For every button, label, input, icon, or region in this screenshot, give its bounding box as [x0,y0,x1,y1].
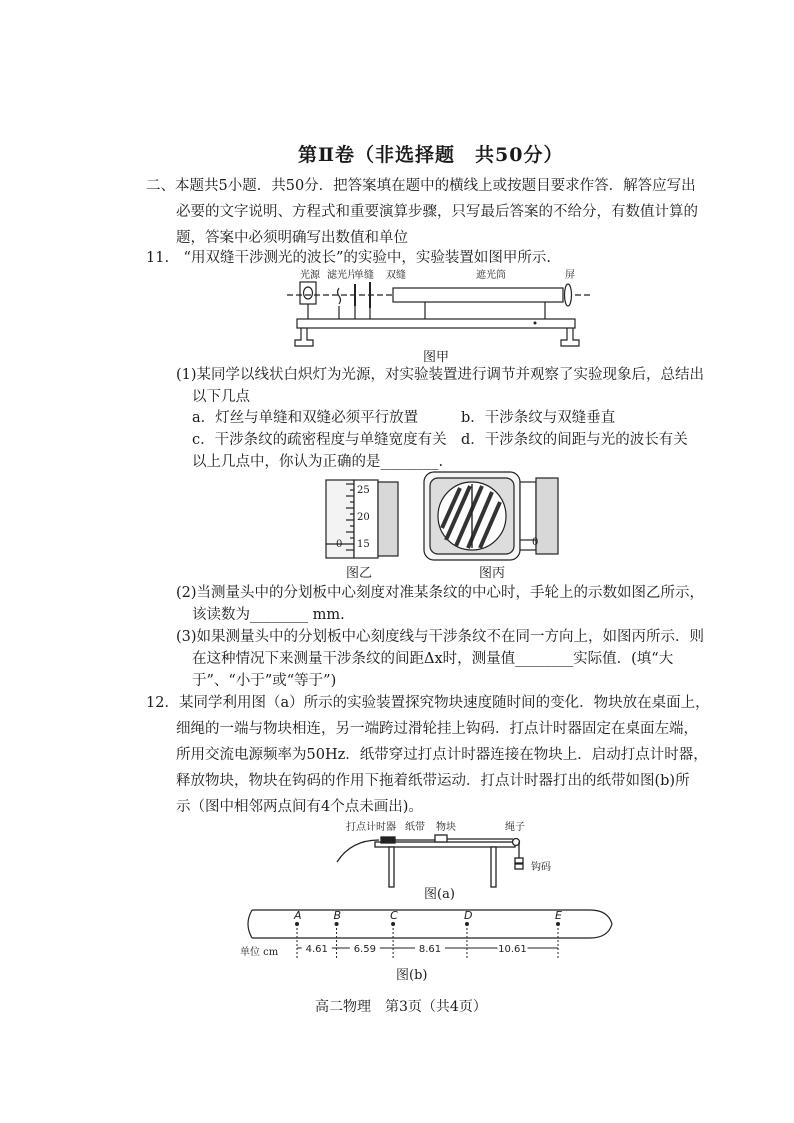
filter-shape [338,288,341,304]
scale-b-15: 15 [357,539,370,550]
tabletop-shape [375,842,515,847]
tube-shape [393,288,563,302]
q11-p1-line-2: 以下几点 [192,389,250,405]
q12-line-3: 所用交流电源频率为50Hz．纸带穿过打点计时器连接在物块上．启动打点计时器， [176,747,708,763]
instructions-line-3: 题，答案中必须明确写出数值和单位 [176,230,408,246]
light-box-shape [300,282,316,304]
scale-b-25: 25 [357,485,370,496]
q11-p3-line-3: 于”、“小于”或“等于”) [192,673,337,689]
page-footer: 高二物理 第3页（共4页） [315,999,487,1015]
label-light-source: 光源 [300,270,320,281]
tape-gap-label: 6.59 [353,944,376,955]
instructions-line-1: 二、本题共5小题．共50分．把答案填在题中的横线上或按题目要求作答．解答应写出 [146,178,696,194]
label-block: 物块 [436,822,456,833]
bulb-shape [304,287,313,299]
figure-b-caption: 图(b) [396,968,428,983]
figure-bing-caption: 图丙 [479,566,506,581]
tape-gap-label: 8.61 [418,944,442,955]
tape-point-label: E [555,909,562,922]
tape-point-label: C [390,909,398,922]
tape-gap-label: 10.61 [498,944,527,955]
scale-b-20: 20 [357,512,370,523]
tape-point-label: D [463,909,473,922]
q11-p1-line-1: (1)某同学以线状白炽灯为光源，对实验装置进行调节并观察了实验现象后，总结出 [176,367,705,383]
q11-option-d: d．干涉条纹的间距与光的波长有关 [461,432,688,448]
tape-point-label: A [294,909,302,922]
label-tape: 纸带 [405,822,425,833]
block-shape [435,835,447,842]
label-timer: 打点计时器 [346,822,396,833]
label-double-slit: 双缝 [386,270,406,281]
tape-left-end [248,910,252,938]
label-rope: 绳子 [505,822,525,833]
section-title: 第Ⅱ卷（非选择题 共50分） [298,144,564,166]
tape-point-C [391,922,395,926]
q11-stem: 11. “用双缝干涉测光的波长”的实验中，实验装置如图甲所示. [146,250,551,266]
label-tube: 遮光筒 [476,270,506,281]
q11-option-c: c．干涉条纹的疏密程度与单缝宽度有关 [192,432,447,448]
q12-line-1: 12．某同学利用图（a）所示的实验装置探究物块速度随时间的变化．物块放在桌面上， [146,695,710,711]
tape-point-B [335,922,339,926]
label-filter: 滤光片 [327,270,357,281]
bench-shape [297,319,575,328]
tape-unit-label: 单位 cm [240,947,279,958]
scale-c-zero: 0 [532,537,539,548]
tape-gap-label: 4.61 [305,944,328,955]
q12-line-2: 细绳的一端与物块相连，另一端跨过滑轮挂上钩码．打点计时器固定在桌面左端， [176,721,698,737]
tape-point-label: B [333,909,342,922]
tape-point-D [465,922,469,926]
q11-p2-line-2: 该读数为________ mm. [192,607,345,623]
instructions-line-2: 必要的文字说明、方程式和重要演算步骤，只写最后答案的不给分，有数值计算的 [176,204,698,220]
tape-curve [337,840,379,862]
tape-point-E [556,922,560,926]
q11-p3-line-2: 在这种情况下来测量干涉条纹的间距Δx时，测量值________实际值．(填“大 [192,651,674,667]
q11-p2-line-1: (2)当测量头中的分划板中心刻度对准某条纹的中心时，手轮上的示数如图乙所示， [176,585,705,601]
scale-b-zero: 0 [336,539,343,550]
q12-line-4: 释放物块，物块在钩码的作用下拖着纸带运动．打点计时器打出的纸带如图(b)所 [176,773,690,789]
figure-a-caption: 图(a) [424,887,455,902]
label-weight: 钩码 [531,862,551,873]
q11-option-a: a．灯丝与单缝和双缝必须平行放置 [192,410,419,426]
q12-line-5: 示（图中相邻两点间有4个点未画出)。 [176,799,423,815]
tape-point-A [295,922,299,926]
q11-p3-line-1: (3)如果测量头中的分划板中心刻度线与干涉条纹不在同一方向上，如图丙所示．则 [176,629,705,645]
label-single-slit: 单缝 [354,270,374,281]
tilted-fringes-figure-c [420,470,560,562]
label-screen: 屏 [565,270,575,281]
paper-tape-figure [240,900,620,964]
q11-option-b: b．干涉条纹与双缝垂直 [461,410,616,426]
q11-p1-question: 以上几点中，你认为正确的是________. [192,454,444,470]
figure-jia-caption: 图甲 [423,350,450,365]
figure-yi-caption: 图乙 [346,566,373,581]
